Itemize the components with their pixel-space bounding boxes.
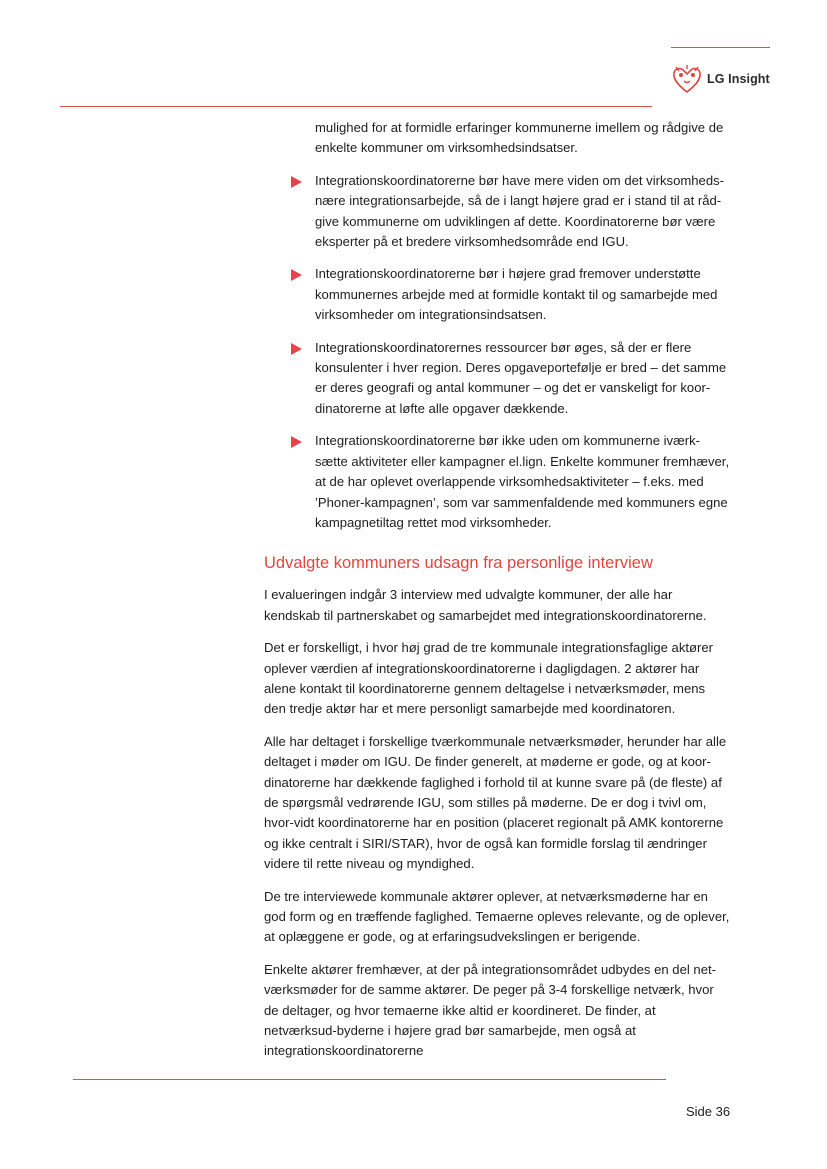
list-item-text: Integrationskoordinatorernes ressourcer bør øges, så der er flere konsulenter i hver region. Deres opgaveportefølje er bred – det samme er deres geografi og antal kommuner – og det er vanskeligt for koor-dinatorerne at løfte alle opgaver dækkende. bbox=[315, 339, 727, 416]
recommendation-list bbox=[264, 171, 730, 534]
triangle-bullet-icon bbox=[291, 269, 302, 281]
list-item-text: Integrationskoordinatorerne bør have mere viden om det virksomheds-nære integrationsarbejde, så de i langt højere grad er i stand til at råd-give kommunerne om udviklingen af dette. Koordinatorerne bør være eksperter på et bredere virksomhedsområde end IGU. bbox=[315, 172, 725, 250]
logo bbox=[670, 62, 774, 96]
triangle-bullet-icon bbox=[291, 436, 302, 448]
continuation-paragraph: mulighed for at formidle erfaringer kommunerne imellem og rådgive de enkelte kommuner om virksomhedsindsatser. bbox=[315, 120, 724, 156]
header-rule bbox=[60, 106, 652, 107]
body-paragraph: Det er forskelligt, i hvor høj grad de tre kommunale integrationsfaglige aktører oplever værdien af integrationskoordinatorerne i dagligdagen. 2 aktører har alene kontakt til koordinatorerne gennem deltagelse i netværksmøder, mens den tredje aktør har et mere personligt samarbejde med koordinatoren. bbox=[264, 640, 714, 717]
lg-insight-heart-icon bbox=[670, 63, 704, 95]
list-item bbox=[264, 264, 730, 325]
list-item bbox=[264, 338, 730, 420]
body-paragraph: De tre interviewede kommunale aktører oplever, at netværksmøderne har en god form og en træffende faglighed. Temaerne opleves relevante, og de oplever, at oplæggene er gode, og at erfaringsudvekslingen er berigende. bbox=[264, 888, 730, 945]
body-paragraph: Enkelte aktører fremhæver, at der på integrationsområdet udbydes en del net-værksmøder for de samme aktører. De peger på 3-4 forskellige netværk, hvor de deltager, og hvor temaerne ikke altid er koordineret. De finder, at netværksud-byderne i højere grad bør samarbejde, men også at integrationskoordinatorerne bbox=[264, 961, 716, 1059]
body-paragraph: I evalueringen indgår 3 interview med udvalgte kommuner, der alle har kendskab til partnerskabet og samarbejdet med integrationskoordinatorerne. bbox=[264, 587, 707, 623]
footer-rule bbox=[73, 1079, 666, 1080]
list-item bbox=[264, 171, 730, 253]
list-item-text: Integrationskoordinatorerne bør i højere grad fremover understøtte kommunernes arbejde med at formidle kontakt til og samarbejde med virksomheder om integrationsindsatsen. bbox=[315, 266, 718, 323]
header-rule-right bbox=[671, 47, 770, 48]
page-number: Side 36 bbox=[686, 1104, 731, 1119]
list-item-text: Integrationskoordinatorerne bør ikke uden om kommunerne iværk-sætte aktiviteter eller kampagner el.lign. Enkelte kommuner fremhæver, at de har oplevet overlappende virksomhedsaktiviteter – f.eks. med ’Phoner-kampagnen’, som var sammenfaldende med kommuners egne kampagnetiltag rettet mod virksomheder. bbox=[315, 433, 730, 530]
list-item bbox=[264, 431, 730, 533]
page-content bbox=[264, 118, 730, 1074]
logo-text: LG Insight bbox=[707, 72, 770, 86]
section-heading: Udvalgte kommuners udsagn fra personlige interview bbox=[264, 554, 653, 573]
triangle-bullet-icon bbox=[291, 176, 302, 188]
body-paragraph: Alle har deltaget i forskellige tværkommunale netværksmøder, herunder har alle deltaget i møder om IGU. De finder generelt, at møderne er gode, og at koor-dinatorerne har dækkende faglighed i forhold til at kunne svare på (de fleste) af de spørgsmål vedrørende IGU, som stilles på møderne. De er dog i tvivl om, hvor-vidt koordinatorerne har en position (placeret regionalt på AMK kontorerne og ikke centralt i SIRI/STAR), hvor de også kan formidle forslag til ændringer videre til rette niveau og myndighed. bbox=[264, 733, 727, 872]
triangle-bullet-icon bbox=[291, 343, 302, 355]
